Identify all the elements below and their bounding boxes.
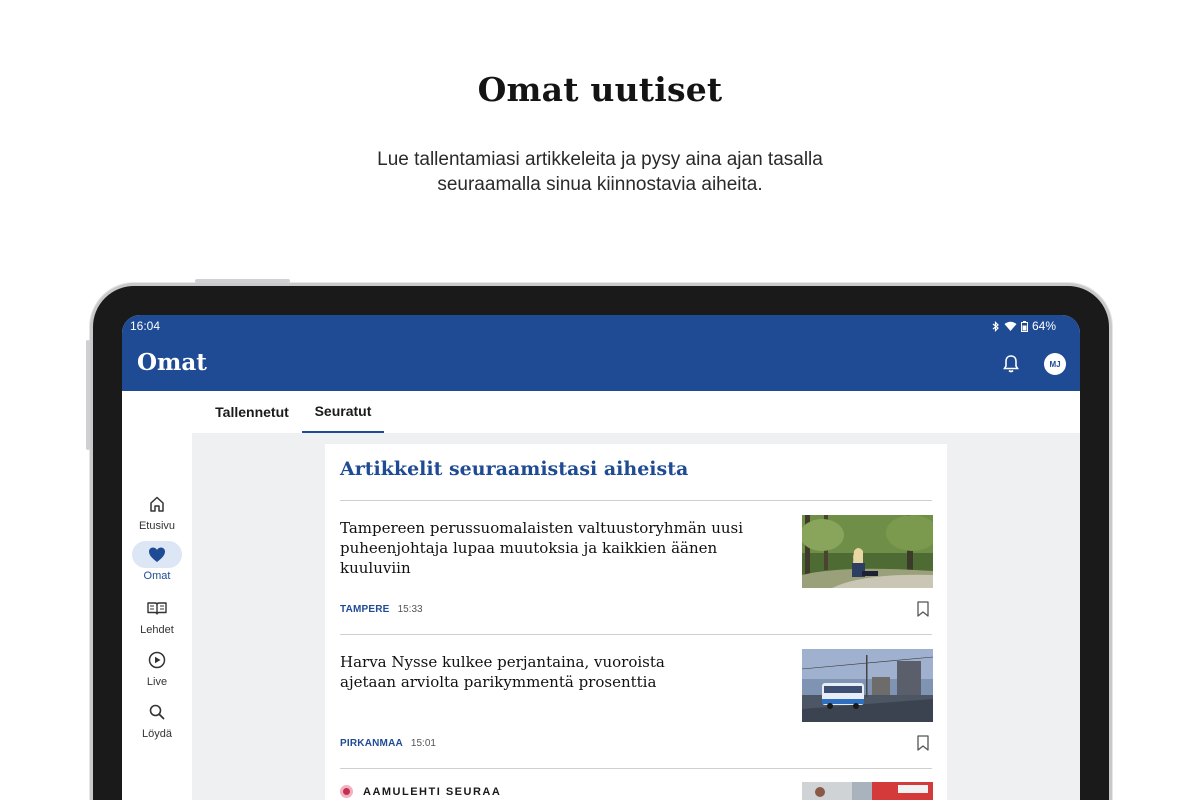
article-category[interactable]: TAMPERE — [340, 604, 390, 615]
rail-label: Omat — [143, 570, 171, 582]
divider — [340, 634, 932, 635]
wifi-icon — [1004, 321, 1017, 332]
headline-line-1: Harva Nysse kulkee perjantaina, vuoroista — [340, 653, 665, 671]
navigation-rail — [122, 433, 192, 800]
app-bar — [122, 337, 1080, 391]
headline-line-1: Tampereen perussuomalaisten valtuustoryhmän uusi — [340, 519, 744, 537]
promo-subtitle-line-1: Lue tallentamiasi artikkeleita ja pysy aina ajan tasalla — [377, 149, 823, 170]
search-icon — [140, 699, 174, 725]
rail-label: Lehdet — [140, 624, 174, 636]
status-time: 16:04 — [130, 319, 161, 333]
promo-title: Omat uutiset — [477, 70, 723, 109]
article-headline[interactable] — [340, 518, 780, 578]
article-thumbnail[interactable] — [802, 649, 933, 722]
divider — [340, 500, 932, 501]
divider — [340, 768, 932, 769]
app-title: Omat — [137, 349, 207, 376]
bluetooth-icon — [992, 321, 1000, 332]
rail-label: Löydä — [142, 728, 172, 740]
bell-icon[interactable] — [1002, 354, 1020, 374]
avatar[interactable]: MJ — [1044, 353, 1066, 375]
feed-title: Artikkelit seuraamistasi aiheista — [340, 458, 689, 480]
headline-line-2: ajetaan arviolta parikymmentä prosenttia — [340, 673, 657, 691]
article-category[interactable]: PIRKANMAA — [340, 738, 403, 749]
bookmark-icon[interactable] — [916, 601, 930, 617]
rail-label: Etusivu — [138, 520, 176, 532]
bus-on-city-street-photo — [802, 649, 933, 722]
follow-dot-icon — [340, 785, 353, 798]
status-icons — [992, 319, 1056, 333]
rail-label: Live — [146, 676, 168, 688]
feed-card — [325, 444, 947, 800]
article-thumbnail[interactable] — [802, 782, 933, 800]
rail-item-loyda[interactable] — [122, 699, 192, 740]
promo-subtitle — [300, 147, 900, 197]
follow-row[interactable] — [340, 785, 501, 798]
article-time: 15:01 — [410, 738, 436, 749]
battery-percent: 64% — [1031, 319, 1056, 333]
rail-item-live[interactable] — [122, 647, 192, 688]
open-book-icon — [140, 595, 174, 621]
heart-icon — [140, 541, 174, 567]
article-meta — [340, 738, 436, 749]
follow-label: AAMULEHTI SEURAA — [363, 785, 502, 798]
person-sitting-in-forest-photo — [802, 515, 933, 588]
rail-item-lehdet[interactable] — [122, 595, 192, 636]
article-time: 15:33 — [397, 604, 423, 615]
rail-item-etusivu[interactable] — [122, 491, 192, 532]
tablet-side-button-top — [195, 279, 290, 283]
tablet-screen — [122, 315, 1080, 800]
tab-tallennetut[interactable]: Tallennetut — [215, 404, 289, 420]
article-meta — [340, 604, 423, 615]
rail-item-omat[interactable] — [122, 541, 192, 582]
street-scene-photo — [802, 782, 933, 800]
tab-seuratut[interactable]: Seuratut — [302, 391, 384, 433]
article-thumbnail[interactable] — [802, 515, 933, 588]
battery-icon — [1021, 321, 1028, 332]
play-circle-icon — [140, 647, 174, 673]
bookmark-icon[interactable] — [916, 735, 930, 751]
promo-subtitle-line-2: seuraamalla sinua kiinnostavia aiheita. — [437, 174, 763, 195]
status-bar — [122, 315, 1080, 337]
headline-line-2: puheenjohtaja lupaa muutoksia ja kaikkien äänen kuuluviin — [340, 539, 718, 577]
article-headline[interactable] — [340, 652, 780, 692]
tabs-bar — [122, 391, 1080, 433]
home-icon — [140, 491, 174, 517]
tablet-side-button-left — [86, 340, 90, 450]
